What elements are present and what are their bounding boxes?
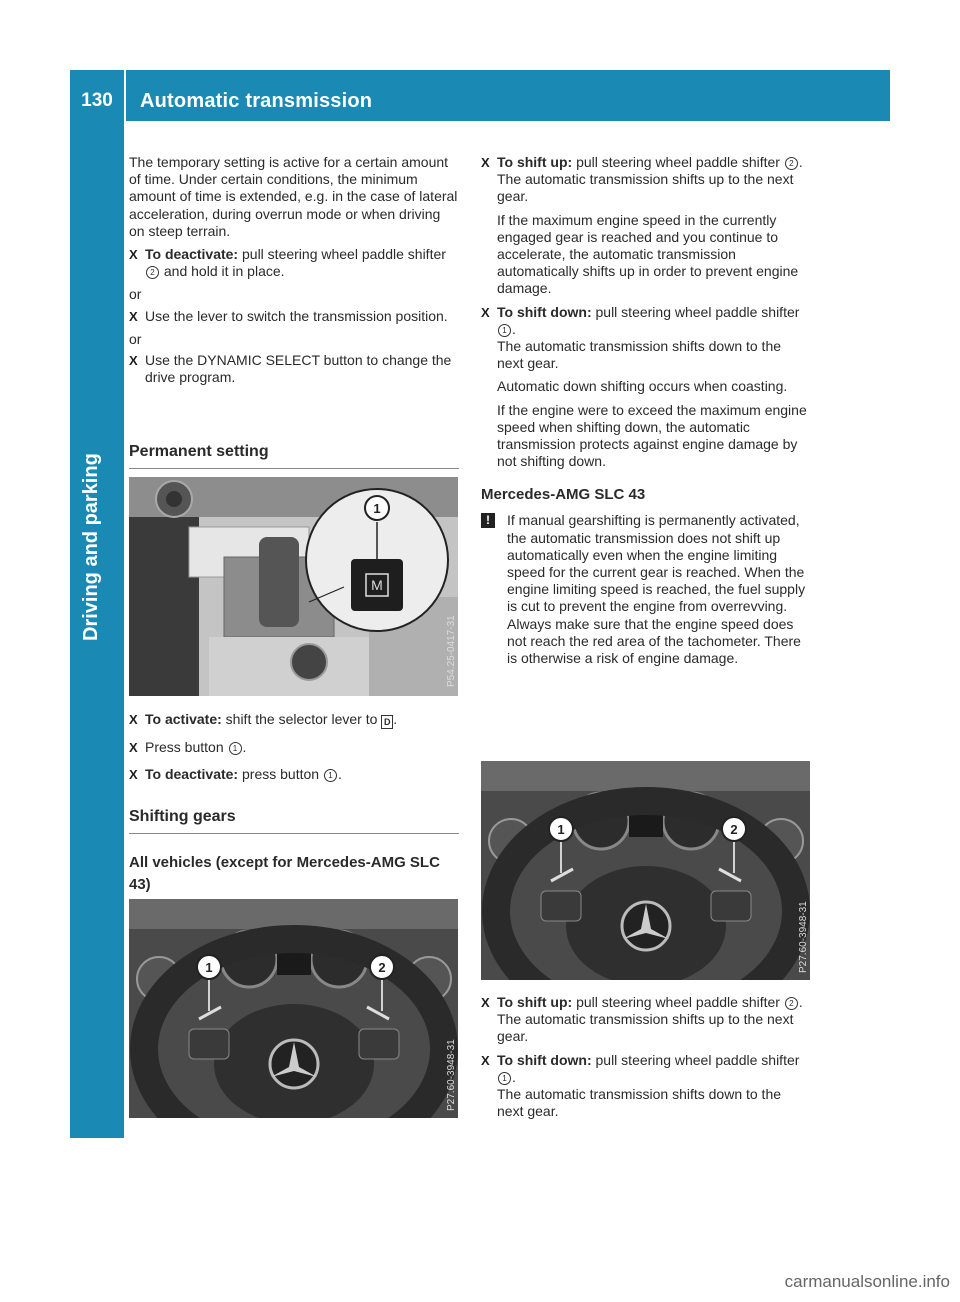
marker-2-icon: 2 xyxy=(785,997,798,1010)
step-arrow-icon: X xyxy=(129,740,138,755)
warning-icon: ! xyxy=(481,513,495,528)
step-shift-down: X To shift down: pull steering wheel paddle shifter 1 . The automatic transmission shifts down to the next gear. xyxy=(481,303,800,372)
marker-1-icon: 1 xyxy=(498,324,511,337)
step-shift-up: X To shift up: pull steering wheel paddle shifter 2 . The automatic transmission shifts up to the next gear. xyxy=(481,154,803,205)
steering-wheel-illustration xyxy=(481,761,810,980)
step-label: To shift down: xyxy=(497,1051,592,1068)
shift-down-note-2: If the engine were to exceed the maximum engine speed when shifting down, the automatic transmission protects against engine damage by not shifting down. xyxy=(497,401,807,470)
step-text: pull steering wheel paddle shifter xyxy=(576,154,780,170)
step-deactivate-2: X To deactivate: press button 1 . xyxy=(129,766,342,783)
step-shift-up-2: X To shift up: pull steering wheel paddle shifter 2 . The automatic transmission shifts up to the next gear. xyxy=(481,994,803,1045)
intro-paragraph: The temporary setting is active for a certain amount of time. Under certain conditions, the minimum amount of time is extended, e.g. in the case of lateral acceleration, during overrun mode or when driving on steep terrain. xyxy=(129,154,458,239)
all-vehicles-heading-block xyxy=(129,852,459,896)
step-dynamic xyxy=(129,352,459,386)
step-text: pull steering wheel paddle shifter xyxy=(595,303,800,320)
step-text: pull steering wheel paddle shifter xyxy=(595,1051,800,1068)
page-number: 130 xyxy=(70,70,126,121)
step-label: To shift down: xyxy=(497,303,592,320)
step-press-button: X Press button 1 . xyxy=(129,739,247,755)
shifting-gears-heading: Shifting gears xyxy=(129,808,459,834)
figure-code: P27.60-3948-31 xyxy=(446,1039,457,1111)
m-button-label: M xyxy=(371,577,383,593)
figure-console xyxy=(129,477,458,696)
section-tab xyxy=(70,121,124,1138)
step-text: pull steering wheel paddle shifter xyxy=(242,246,446,263)
marker-1-icon: 1 xyxy=(498,1072,511,1085)
step-deactivate xyxy=(129,246,459,280)
right-column-bottom xyxy=(481,994,811,1126)
figure-steering-wheel-2 xyxy=(481,761,810,980)
watermark: carmanualsonline.info xyxy=(784,1272,950,1291)
figure-code: P54.25-0417-31 xyxy=(446,615,457,687)
shifting-heading-block xyxy=(129,808,459,834)
or-text: or xyxy=(129,286,142,303)
step-arrow-icon: X xyxy=(481,1052,490,1068)
step-arrow-icon: X xyxy=(129,247,138,263)
step-arrow-icon: X xyxy=(481,995,490,1010)
callout-2: 2 xyxy=(378,960,386,975)
callout-1: 1 xyxy=(205,960,213,975)
step-label: To shift up: xyxy=(497,994,573,1010)
step-label: To deactivate: xyxy=(145,766,239,783)
or-text: or xyxy=(129,330,142,347)
step-text: pull steering wheel paddle shifter xyxy=(576,994,780,1010)
marker-1-icon: 1 xyxy=(324,769,337,782)
right-column xyxy=(481,154,811,667)
section-title: Driving and parking xyxy=(80,453,102,641)
step-arrow-icon: X xyxy=(129,767,138,783)
step-label: To shift up: xyxy=(497,154,573,170)
step-result: The automatic transmission shifts down to the next gear. xyxy=(497,338,782,372)
step-arrow-icon: X xyxy=(129,712,138,727)
step-arrow-icon: X xyxy=(129,308,138,324)
step-shift-down-2: X To shift down: pull steering wheel paddle shifter 1 . The automatic transmission shifts down to the next gear. xyxy=(481,1051,800,1120)
callout-2: 2 xyxy=(730,822,738,837)
gear-d-icon: D xyxy=(381,715,393,729)
page-header xyxy=(70,70,890,121)
step-result: The automatic transmission shifts down to the next gear. xyxy=(497,1086,782,1120)
warning-text: If manual gearshifting is permanently activated, the automatic transmission does not shift up automatically even when the engine limiting speed for the current gear is reached. When the engine limiting speed is reached, the fuel supply is cut to prevent the engine from overrevving. Always make sure that the engine speed does not reach the red area of the tachometer. There is otherwise a risk of engine damage. xyxy=(507,512,806,667)
warning-note xyxy=(481,512,811,667)
left-column-top xyxy=(129,154,459,392)
shift-down-note-1: Automatic down shifting occurs when coasting. xyxy=(497,378,788,395)
step-arrow-icon: X xyxy=(481,155,490,170)
step-arrow-icon: X xyxy=(481,304,490,320)
step-text: and hold it in place. xyxy=(163,263,285,280)
step-activate: X To activate: shift the selector lever to D . xyxy=(129,711,398,727)
step-text: press button xyxy=(242,766,320,783)
steering-wheel-illustration xyxy=(129,899,458,1118)
left-column-mid xyxy=(129,711,459,789)
console-illustration xyxy=(129,477,458,696)
figure-code: P27.60-3948-31 xyxy=(798,901,809,973)
amg-heading: Mercedes-AMG SLC 43 xyxy=(481,486,646,504)
page-title: Automatic transmission xyxy=(140,90,373,112)
figure-steering-wheel-1 xyxy=(129,899,458,1118)
all-vehicles-heading: All vehicles (except for Mercedes-AMG SLC 43) xyxy=(129,854,440,893)
step-label: To activate: xyxy=(145,711,222,727)
callout-1: 1 xyxy=(373,501,381,516)
marker-2-icon: 2 xyxy=(785,157,798,170)
marker-2-icon: 2 xyxy=(146,266,159,279)
permanent-setting-heading: Permanent setting xyxy=(129,443,459,469)
permanent-heading-block xyxy=(129,443,459,469)
step-arrow-icon: X xyxy=(129,353,138,369)
step-result: The automatic transmission shifts up to the next gear. xyxy=(497,1011,794,1045)
step-text: shift the selector lever to xyxy=(225,711,378,727)
step-text: Use the lever to switch the transmission position. xyxy=(145,307,448,324)
step-text: Press button xyxy=(145,739,224,755)
step-lever xyxy=(129,308,459,325)
step-text: Use the DYNAMIC SELECT button to change the drive program. xyxy=(145,352,452,386)
step-result: The automatic transmission shifts up to the next gear. xyxy=(497,171,794,205)
marker-1-icon: 1 xyxy=(229,742,242,755)
callout-1: 1 xyxy=(557,822,565,837)
step-label: To deactivate: xyxy=(145,246,239,263)
shift-up-note: If the maximum engine speed in the currently engaged gear is reached and you continue to accelerate, the automatic transmission automatically shifts up in order to prevent engine damage. xyxy=(497,211,799,297)
